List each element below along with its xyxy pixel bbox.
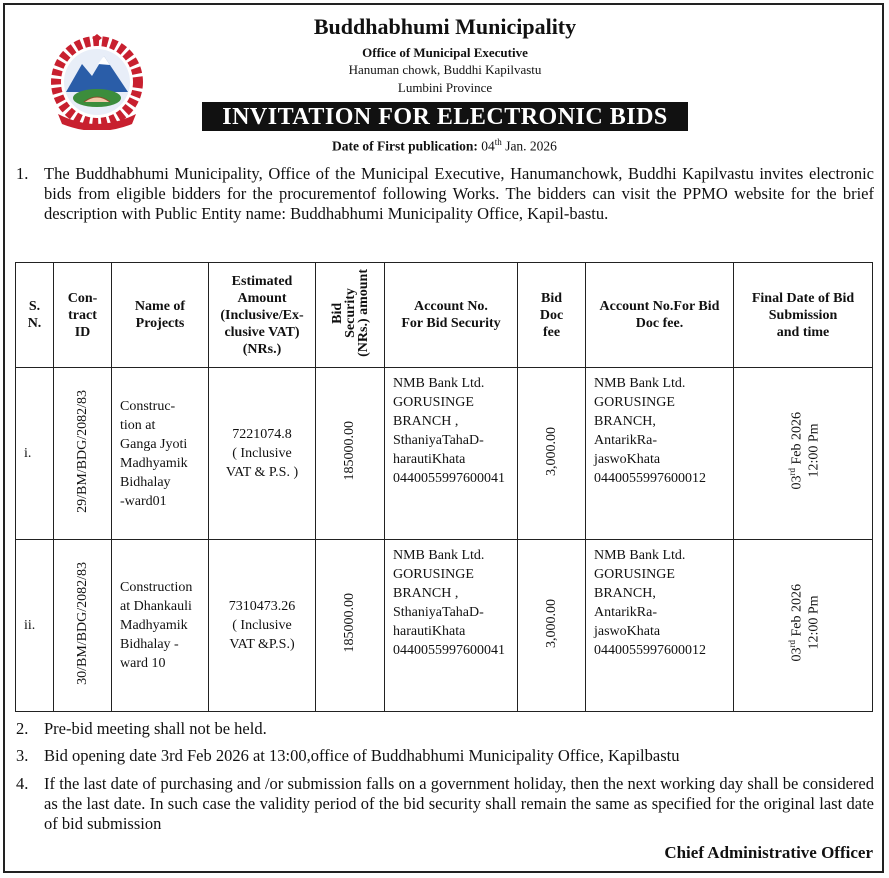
bids-table xyxy=(15,262,873,712)
row-contract-id: 29/BM/BDG/2082/83 xyxy=(74,389,90,513)
publication-day: 04 xyxy=(481,138,495,154)
table-row xyxy=(16,368,873,540)
row-estimated-amount: 7221074.8 ( Inclusive VAT & P.S. ) xyxy=(209,368,316,540)
table-row xyxy=(16,540,873,712)
row-contract-id: 30/BM/BDG/2082/83 xyxy=(74,561,90,685)
row-contract-id-cell xyxy=(54,368,112,540)
nepal-government-emblem-icon xyxy=(44,34,150,130)
publication-date-label: Date of First publication: xyxy=(332,138,478,154)
header-account-security: Account No. For Bid Security xyxy=(385,263,518,368)
row-final-date-cell xyxy=(734,540,873,712)
row-doc-fee: 3,000.00 xyxy=(543,598,559,648)
header-doc-fee: Bid Doc fee xyxy=(518,263,586,368)
publication-date xyxy=(0,137,889,155)
row-doc-fee-cell xyxy=(518,368,586,540)
header-final-date: Final Date of Bid Submission and time xyxy=(734,263,873,368)
row-final-month-year: Feb 2026 xyxy=(789,412,805,469)
row-account-security: NMB Bank Ltd. GORUSINGE BRANCH , SthaniyaTahaD- harautiKhata 0440055997600041 xyxy=(385,368,518,540)
row-account-doc-fee: NMB Bank Ltd. GORUSINGE BRANCH, AntarikRa- jaswoKhata 0440055997600012 xyxy=(586,368,734,540)
header-project-name: Name of Projects xyxy=(112,263,209,368)
header-estimated-amount: Estimated Amount (Inclusive/Ex- clusive VAT) (NRs.) xyxy=(209,263,316,368)
row-sn: i. xyxy=(16,368,54,540)
header-sn: S. N. xyxy=(16,263,54,368)
row-final-date xyxy=(784,412,823,490)
row-final-time: 12:00 Pm xyxy=(806,595,822,651)
note-text: Pre-bid meeting shall not be held. xyxy=(44,719,267,738)
notice-banner: INVITATION FOR ELECTRONIC BIDS xyxy=(202,102,688,131)
header-bid-security: Bid Security (NRs.) amount xyxy=(329,268,371,357)
note-number: 2. xyxy=(16,719,29,738)
row-final-day: 03 xyxy=(789,475,805,490)
intro-paragraph: The Buddhabhumi Municipality, Office of the Municipal Executive, Hanumanchowk, Buddhi Kapilvastu invites electronic bids from eligible bidders for the procurementof following Works. The bidders can visit the PPMO website for the brief description with Public Entity name: Buddhabhumi Municipality Office, Kapil-bastu. xyxy=(44,164,874,223)
row-bid-security: 185000.00 xyxy=(342,421,357,481)
row-final-day-suffix: rd xyxy=(786,640,797,648)
row-final-date xyxy=(784,584,823,662)
row-final-month-year: Feb 2026 xyxy=(789,584,805,641)
row-final-date-cell xyxy=(734,368,873,540)
header-account-doc-fee: Account No.For Bid Doc fee. xyxy=(586,263,734,368)
publication-day-suffix: th xyxy=(494,137,502,147)
row-bid-security-cell xyxy=(316,368,385,540)
row-project-name: Construc- tion at Ganga Jyoti Madhyamik Bidhalay -ward01 xyxy=(112,368,209,540)
note-number: 3. xyxy=(16,746,29,765)
header-bid-security-cell xyxy=(316,263,385,368)
office-address: Hanuman chowk, Buddhi Kapilvastu xyxy=(348,62,542,77)
row-estimated-amount: 7310473.26 ( Inclusive VAT &P.S.) xyxy=(209,540,316,712)
row-account-doc-fee: NMB Bank Ltd. GORUSINGE BRANCH, AntarikRa- jaswoKhata 0440055997600012 xyxy=(586,540,734,712)
row-doc-fee: 3,000.00 xyxy=(543,426,559,476)
note-text: Bid opening date 3rd Feb 2026 at 13:00,office of Buddhabhumi Municipality Office, Kapilbastu xyxy=(44,746,680,765)
table-header-row xyxy=(16,263,873,368)
row-final-day-suffix: rd xyxy=(786,468,797,476)
row-doc-fee-cell xyxy=(518,540,586,712)
office-name: Office of Municipal Executive xyxy=(362,45,528,60)
municipality-name: Buddhabhumi Municipality xyxy=(313,14,577,39)
note-number: 4. xyxy=(16,774,29,793)
header-contract-id: Con- tract ID xyxy=(54,263,112,368)
row-sn: ii. xyxy=(16,540,54,712)
row-contract-id-cell xyxy=(54,540,112,712)
row-bid-security: 185000.00 xyxy=(342,593,357,653)
row-project-name: Construction at Dhankauli Madhyamik Bidhalay - ward 10 xyxy=(112,540,209,712)
publication-month-year: Jan. 2026 xyxy=(501,138,557,154)
note-text: If the last date of purchasing and /or submission falls on a government holiday, then the next working day shall be considered as the last date. In such case the validity period of the bid security shall remain the same as specified for the original last date of bid submission xyxy=(44,774,874,833)
row-final-time: 12:00 Pm xyxy=(806,423,822,479)
row-final-day: 03 xyxy=(789,647,805,662)
province-name: Lumbini Province xyxy=(397,80,493,95)
row-account-security: NMB Bank Ltd. GORUSINGE BRANCH , SthaniyaTahaD- harautiKhata 0440055997600041 xyxy=(385,540,518,712)
row-bid-security-cell xyxy=(316,540,385,712)
signature-title: Chief Administrative Officer xyxy=(664,843,873,862)
intro-number: 1. xyxy=(16,164,29,183)
